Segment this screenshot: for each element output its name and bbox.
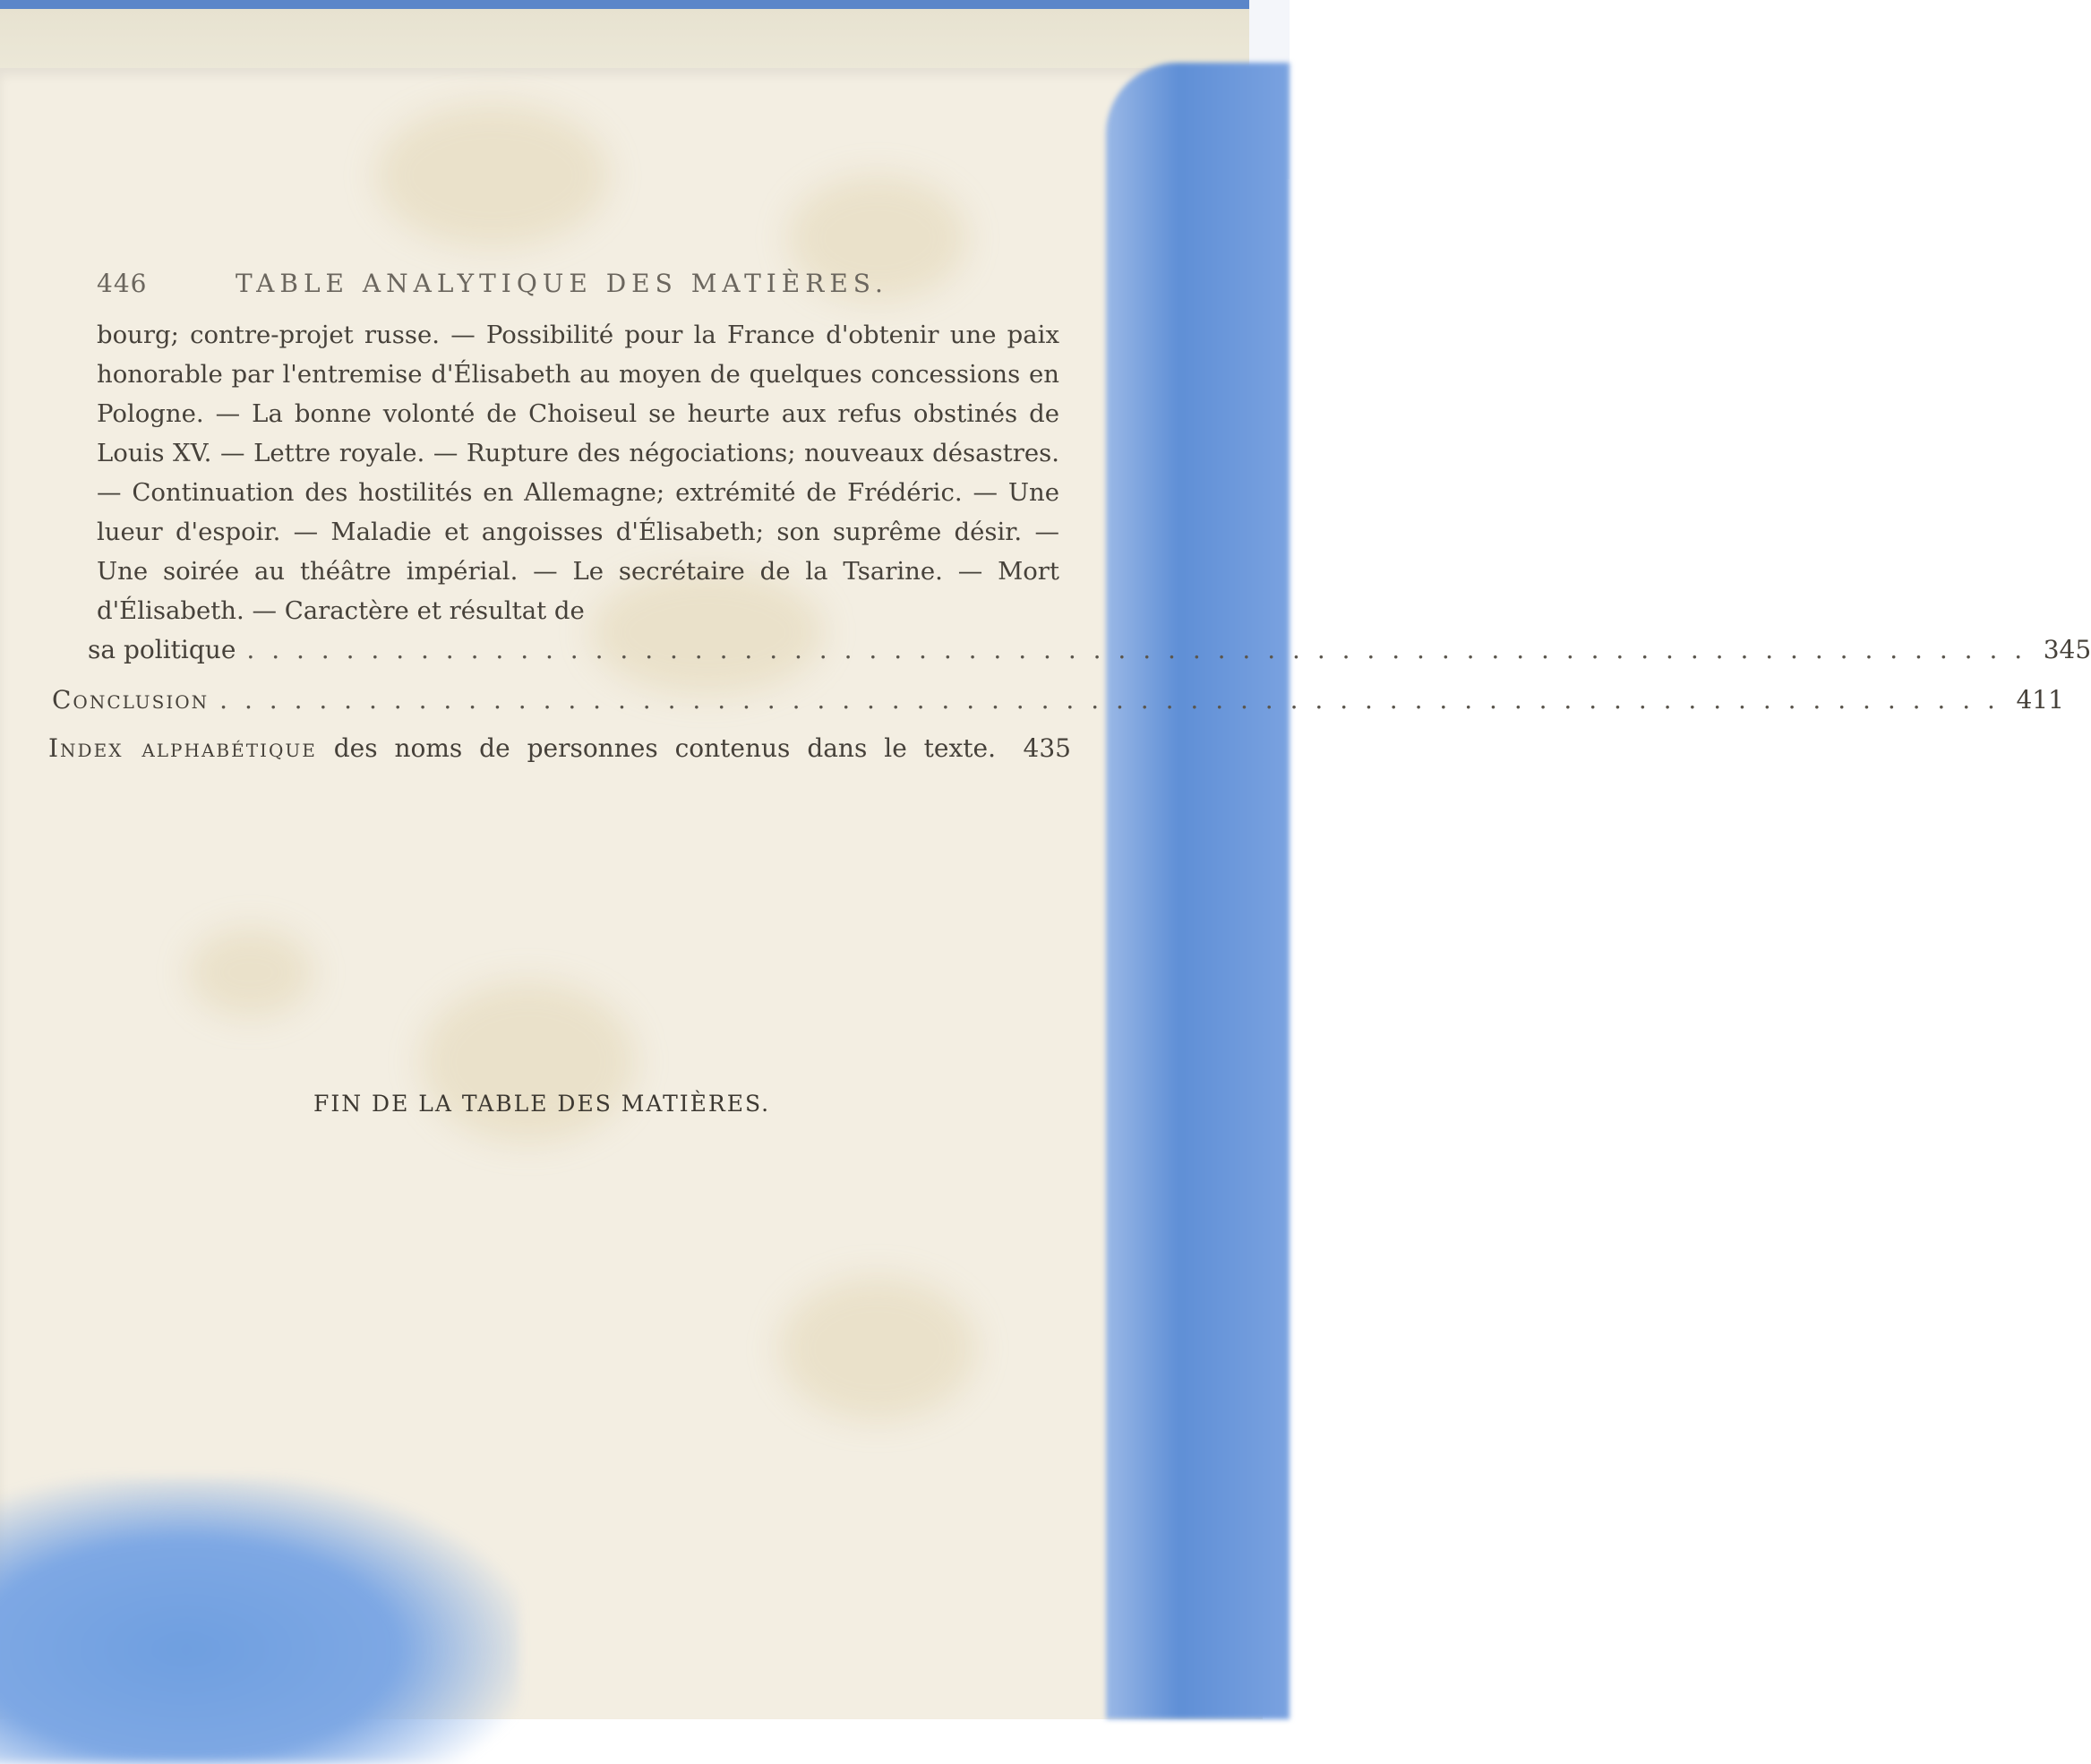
photo-background-band [0, 9, 1254, 72]
running-header [97, 269, 992, 304]
toc-entry-label: Conclusion [52, 685, 210, 715]
toc-entry-label: sa politique [88, 635, 236, 664]
toc-entry-page: 345 [2043, 635, 2091, 664]
end-note: FIN DE LA TABLE DES MATIÈRES. [313, 1091, 771, 1117]
toc-entry-label-rest: des noms de personnes contenus dans le texte. [333, 733, 996, 763]
toc-entry-politique [88, 630, 2091, 670]
toc-entry-page: 435 [1023, 733, 1071, 763]
leader-dots: . . . . . . . . . . . . . . . . . . . . . . . . . . . . . . . . . . . . . . . . . . . . . . . . . . . . . . . . . . . . . . . . . . . . . . . . [246, 635, 2027, 664]
paper-stain [421, 981, 636, 1143]
toc-entry-index [48, 729, 1071, 768]
paper-stain [376, 104, 609, 247]
toc-entry-conclusion [52, 681, 2064, 720]
toc-entry-label: Index alphabétique [48, 733, 317, 763]
paper-stain [779, 1277, 976, 1420]
leader-dots: . . . . . . . . . . . . . . . . . . . . . . . . . . . . . . . . . . . . . . . . . . . . . . . . . . . . . . . . . . . . . . . . . . . . . . . . [219, 685, 2000, 715]
toc-entry-page: 411 [2016, 685, 2064, 715]
table-of-contents [48, 315, 2091, 768]
running-head-title: TABLE ANALYTIQUE DES MATIÈRES. [236, 269, 888, 298]
toc-summary-paragraph: bourg; contre-projet russe. — Possibilité pour la France d'obtenir une paix honorable par l'entremise d'Élisabeth au moyen de quelques concessions en Pologne. — La bonne volonté de Choiseul se heurte aux refus obstinés de Louis XV. — Lettre royale. — Rupture des négociations; nouveaux désastres. — Continuation des hostilités en Allemagne; extrémité de Frédéric. — Une lueur d'espoir. — Maladie et angoisses d'Élisabeth; son suprême désir. — Une soirée au théâtre impérial. — Le secrétaire de la Tsarine. — Mort d'Élisabeth. — Caractère et résultat de [97, 321, 1059, 625]
page-number: 446 [97, 269, 148, 298]
photo-blue-shadow-bottom [0, 1477, 519, 1764]
photo-blue-shadow-right [1106, 63, 1290, 1719]
paper-stain [188, 928, 313, 1017]
